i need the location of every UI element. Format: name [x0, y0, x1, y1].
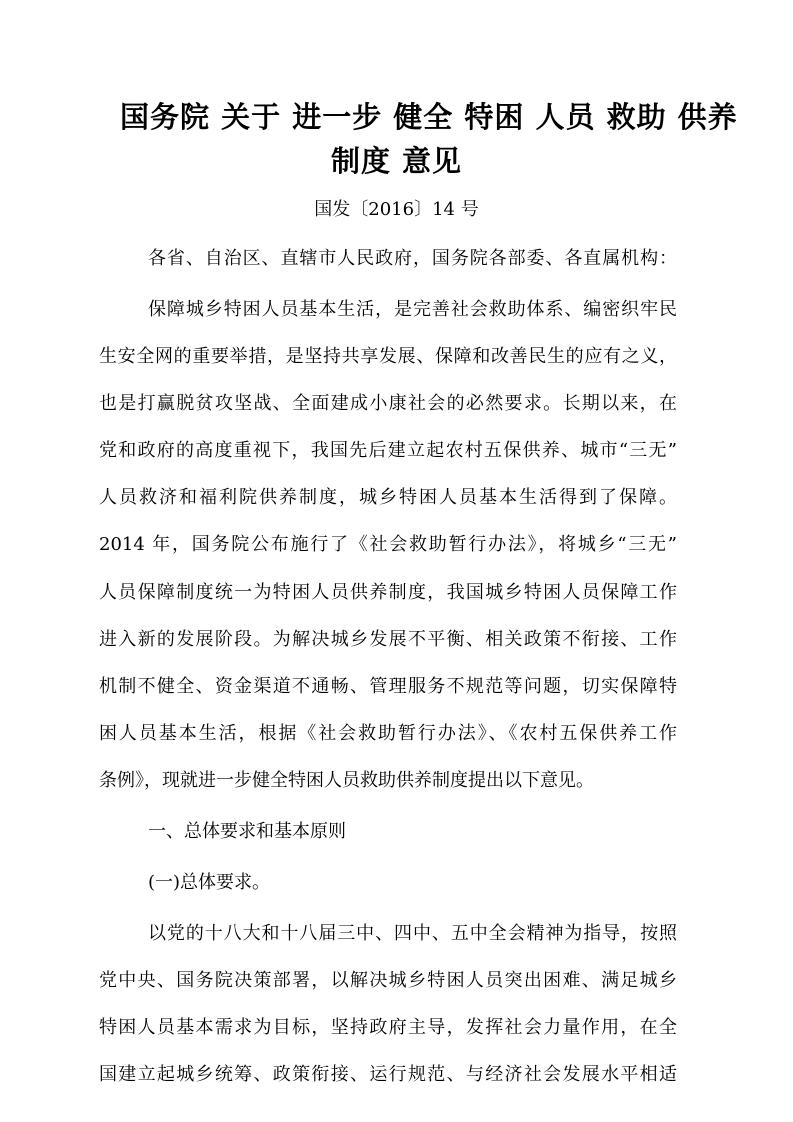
paragraph-line: 党中央、国务院决策部署，以解决城乡特困人员突出困难、满足城乡	[99, 970, 677, 991]
document-title-line-1: 国务院 关于 进一步 健全 特困 人员 救助 供养	[120, 100, 738, 134]
paragraph-line: 机制不健全、资金渠道不通畅、管理服务不规范等问题，切实保障特	[99, 676, 677, 697]
paragraph-line: 2014 年，国务院公布施行了《社会救助暂行办法》，将城乡“三无”	[99, 534, 677, 555]
paragraph-line: 困人员基本生活，根据《社会救助暂行办法》、《农村五保供养工作	[99, 723, 677, 744]
paragraph-line: 生安全网的重要举措，是坚持共享发展、保障和改善民生的应有之义，	[99, 346, 677, 367]
paragraph-line: 党和政府的高度重视下，我国先后建立起农村五保供养、城市“三无”	[99, 440, 677, 461]
paragraph-line: 以党的十八大和十八届三中、四中、五中全会精神为指导，按照	[148, 923, 677, 944]
paragraph-line: 特困人员基本需求为目标，坚持政府主导，发挥社会力量作用，在全	[99, 1017, 677, 1038]
paragraph-line: 国建立起城乡统筹、政策衔接、运行规范、与经济社会发展水平相适	[99, 1064, 677, 1085]
paragraph-line: 保障城乡特困人员基本生活，是完善社会救助体系、编密织牢民	[148, 299, 677, 320]
subsection-heading: (一)总体要求。	[148, 872, 271, 893]
paragraph-line: 人员保障制度统一为特困人员供养制度，我国城乡特困人员保障工作	[99, 582, 677, 603]
addressee: 各省、自治区、直辖市人民政府，国务院各部委、各直属机构：	[148, 248, 677, 269]
document-title-line-2: 制度 意见	[330, 144, 463, 178]
paragraph-line: 人员救济和福利院供养制度，城乡特困人员基本生活得到了保障。	[99, 487, 677, 508]
section-heading: 一、总体要求和基本原则	[148, 821, 346, 842]
paragraph-line: 条例》，现就进一步健全特困人员救助供养制度提出以下意见。	[99, 770, 594, 791]
paragraph-line: 进入新的发展阶段。为解决城乡发展不平衡、相关政策不衔接、工作	[99, 629, 677, 650]
document-number: 国发〔2016〕14 号	[314, 199, 479, 220]
paragraph-line: 也是打赢脱贫攻坚战、全面建成小康社会的必然要求。长期以来，在	[99, 393, 677, 414]
